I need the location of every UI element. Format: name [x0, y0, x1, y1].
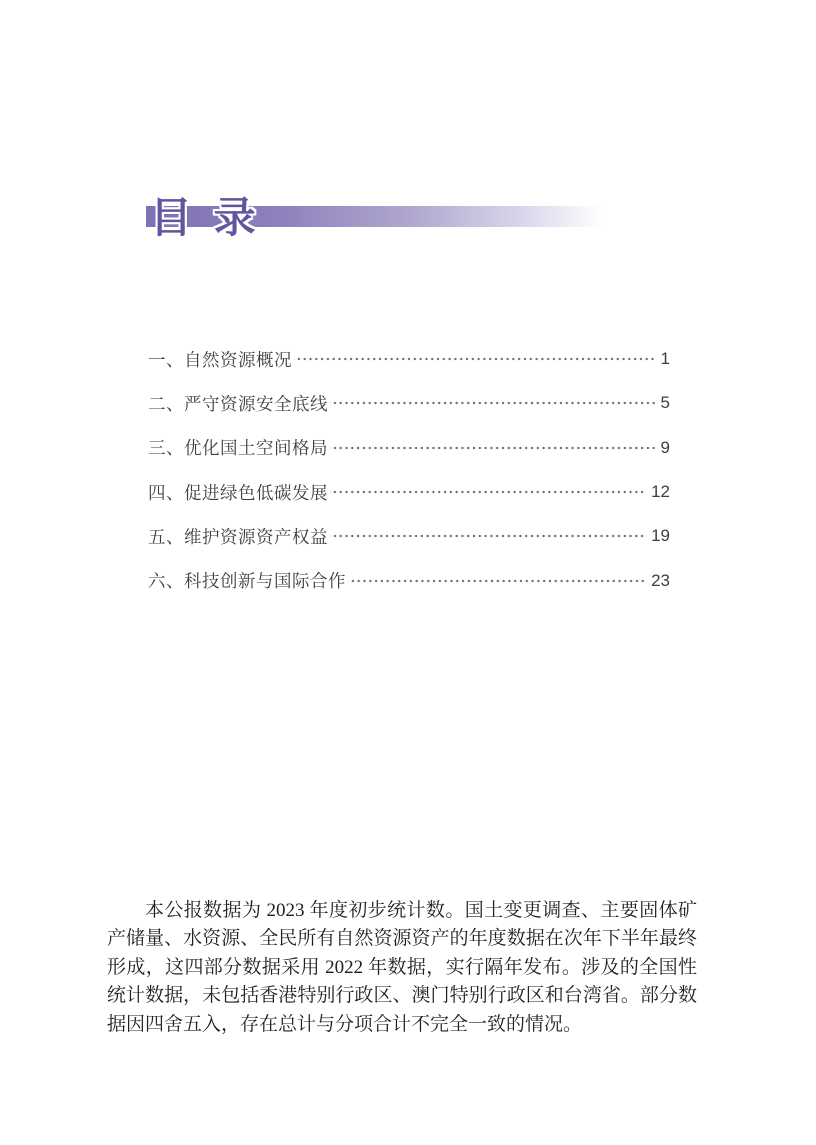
- page-title: 目 录: [150, 194, 258, 242]
- toc-item[interactable]: [148, 337, 670, 381]
- toc-item-label: 二、严守资源安全底线: [148, 393, 328, 414]
- toc-item-page-number: 1: [660, 349, 670, 369]
- toc-item[interactable]: [148, 514, 670, 558]
- toc-item-label: 六、科技创新与国际合作: [148, 571, 346, 592]
- dot-leader: [330, 527, 645, 545]
- toc-item-label: 五、维护资源资产权益: [148, 526, 328, 547]
- toc-item[interactable]: [148, 470, 670, 514]
- dot-leader: [294, 350, 655, 368]
- toc-item-page-number: 23: [651, 570, 670, 590]
- toc-item[interactable]: [148, 381, 670, 425]
- toc-item-label: 三、优化国土空间格局: [148, 438, 328, 459]
- toc-item-page-number: 19: [651, 526, 670, 546]
- statistics-notice-paragraph: 本公报数据为 2023 年度初步统计数。国土变更调查、主要固体矿产储量、水资源、全民所有自然资源资产的年度数据在次年下半年最终形成，这四部分数据采用 2022 年数据，实行隔年发布。涉及的全国性统计数据，未包括香港特别行政区、澳门特别行政区和台湾省。部分数据因四舍五入，存在总计与分项合计不完全一致的情况。: [107, 900, 697, 1035]
- toc-list: [148, 337, 670, 603]
- dot-leader: [348, 572, 645, 590]
- toc-item-label: 四、促进绿色低碳发展: [148, 482, 328, 503]
- toc-item-page-number: 9: [660, 437, 670, 457]
- toc-item-page-number: 12: [651, 482, 670, 502]
- dot-leader: [330, 483, 645, 501]
- toc-item[interactable]: [148, 558, 670, 602]
- toc-item-page-number: 5: [660, 393, 670, 413]
- dot-leader: [330, 394, 655, 412]
- toc-item[interactable]: [148, 426, 670, 470]
- dot-leader: [330, 439, 655, 457]
- toc-item-label: 一、自然资源概况: [148, 349, 292, 370]
